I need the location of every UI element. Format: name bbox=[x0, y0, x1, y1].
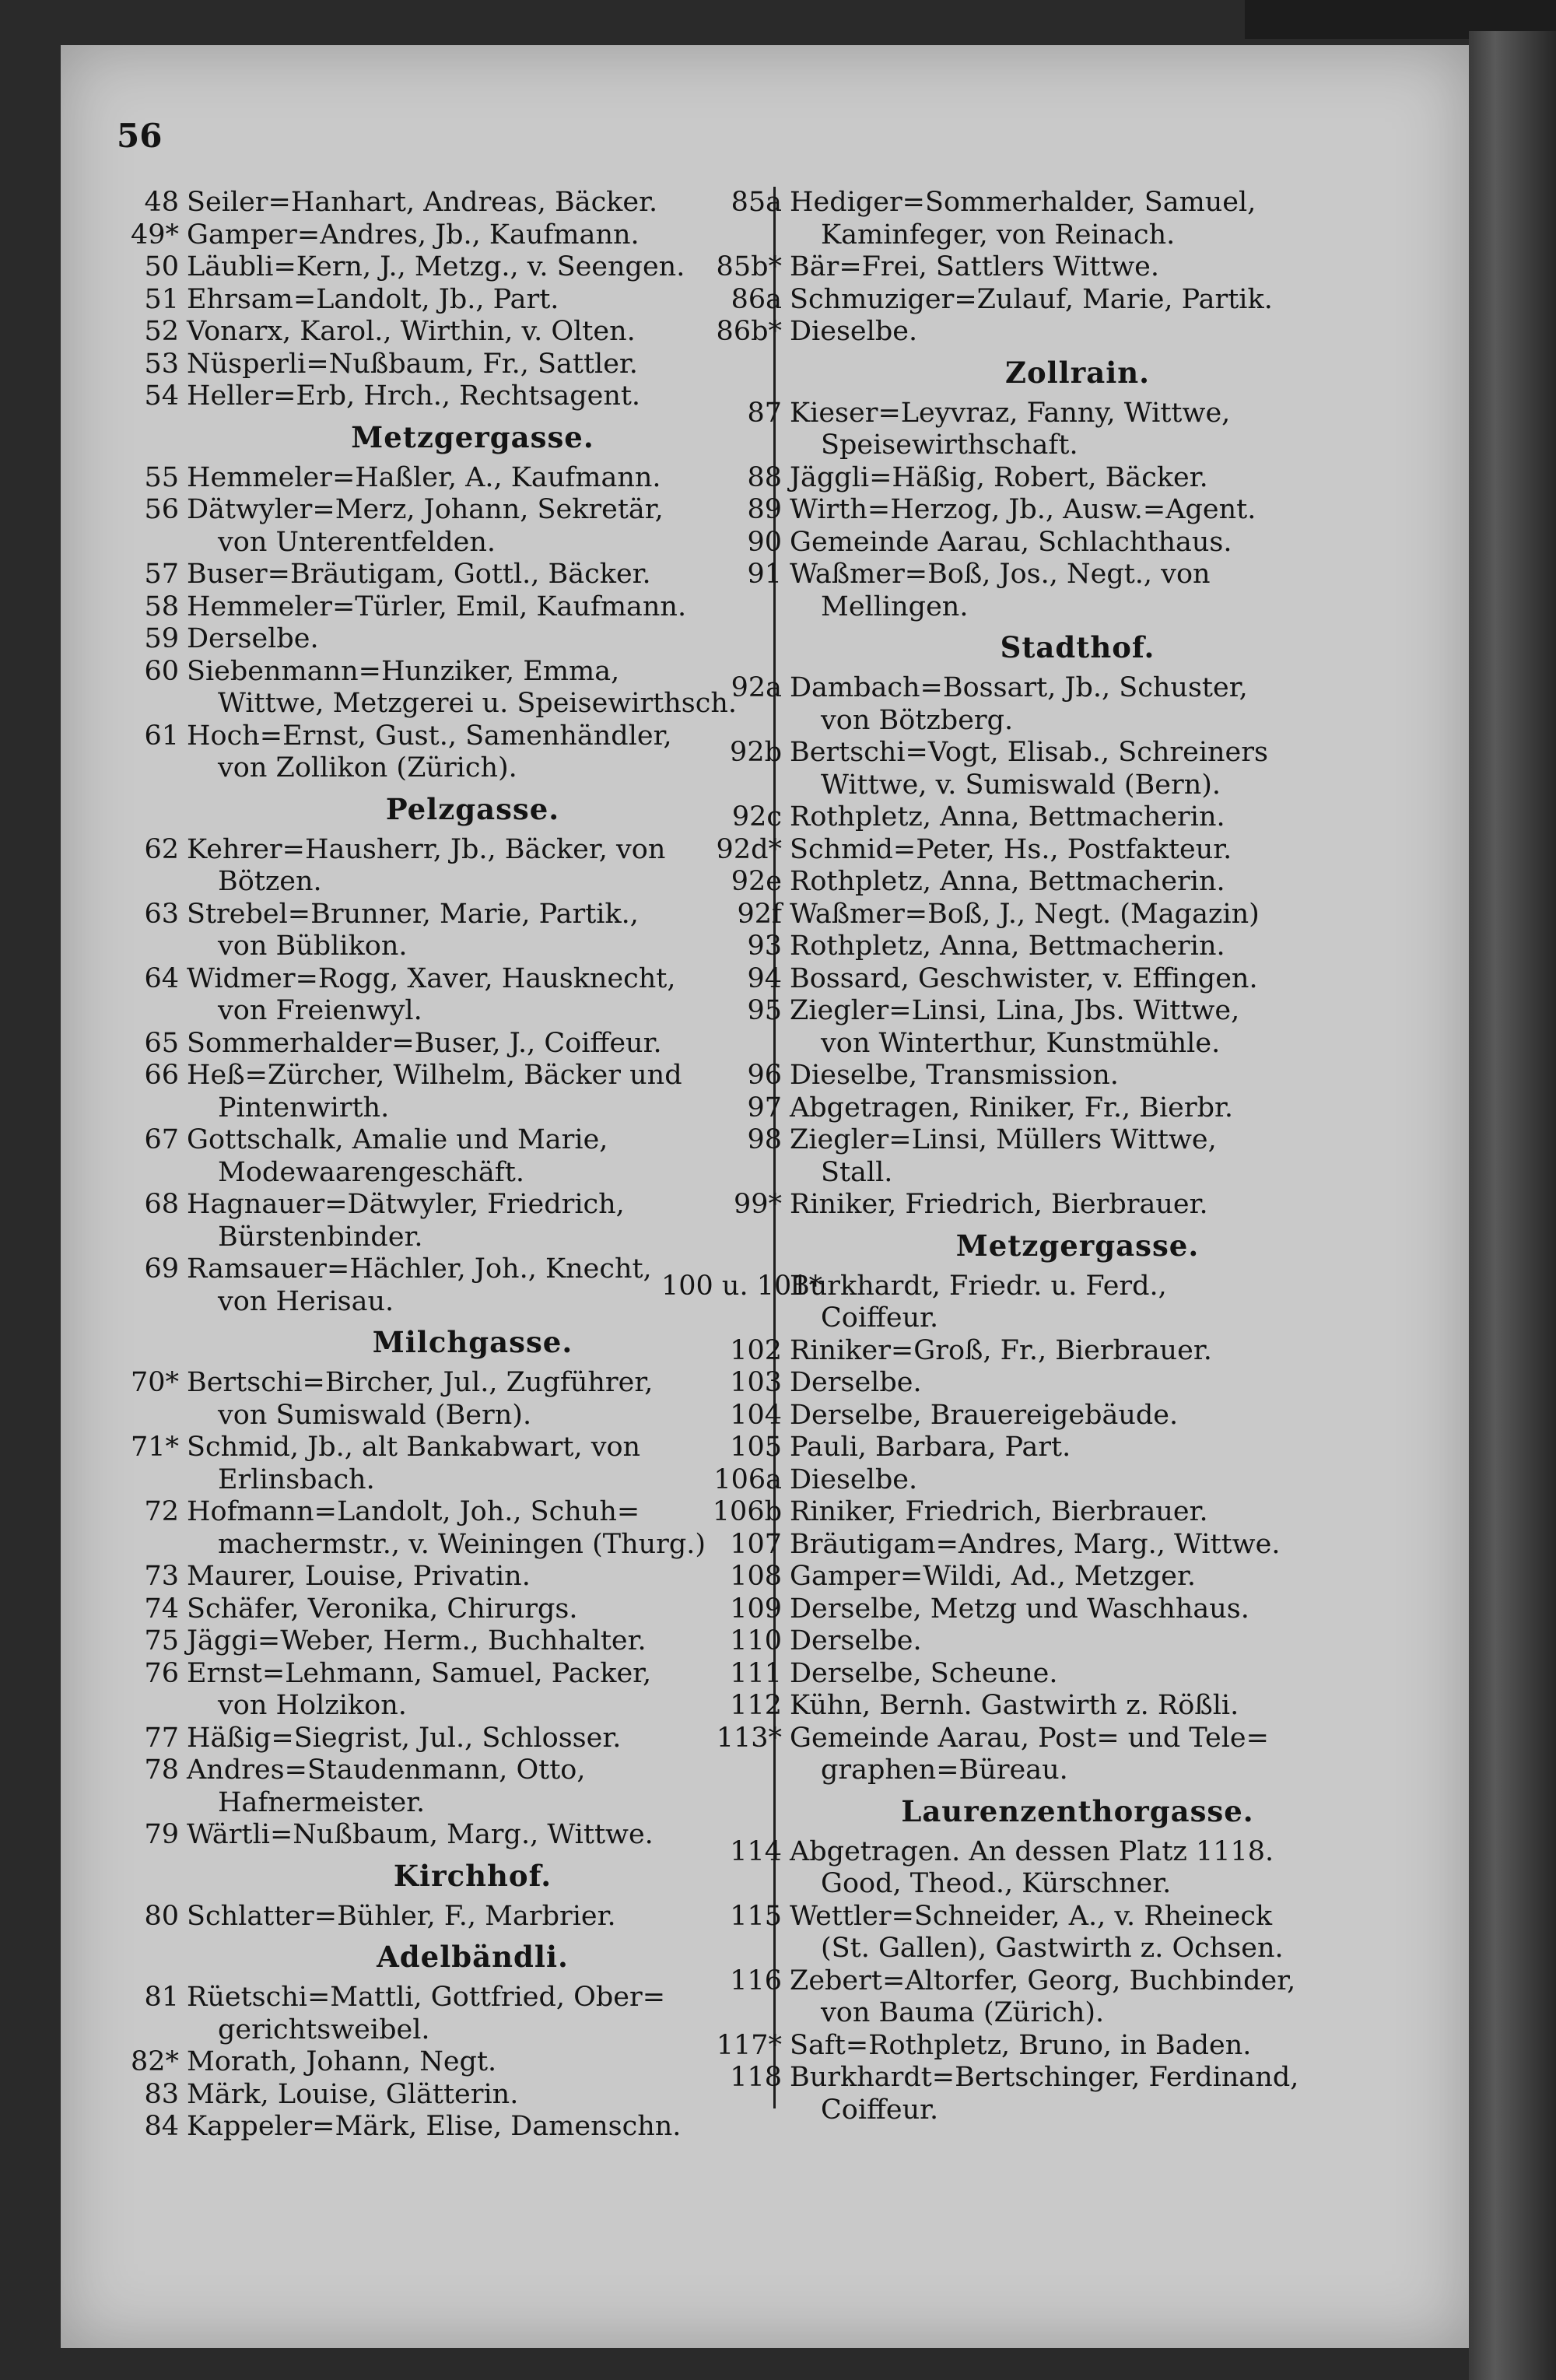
resident-line: Dätwyler=Merz, Johann, Sekretär, bbox=[187, 494, 664, 525]
house-number: 97 bbox=[747, 1092, 782, 1123]
address-entry bbox=[730, 1657, 1365, 1691]
entry-text bbox=[790, 1400, 1365, 1432]
house-number: 85b* bbox=[716, 251, 782, 282]
entry-text bbox=[790, 1464, 1365, 1497]
entry-text bbox=[790, 1529, 1365, 1562]
address-entry bbox=[661, 1270, 1365, 1335]
entry-text bbox=[790, 737, 1365, 801]
house-number: 66 bbox=[144, 1060, 179, 1091]
resident-line: Schäfer, Veronika, Chirurgs. bbox=[187, 1593, 578, 1625]
house-number: 98 bbox=[747, 1124, 782, 1155]
house-number: 112 bbox=[730, 1690, 782, 1721]
house-number: 92b bbox=[730, 737, 782, 768]
resident-line: Bertschi=Bircher, Jul., Zugführer, bbox=[187, 1367, 654, 1398]
resident-line: Vonarx, Karol., Wirthin, v. Olten. bbox=[187, 316, 636, 347]
resident-line: Kappeler=Märk, Elise, Damenschn. bbox=[187, 2111, 682, 2142]
house-number: 86b* bbox=[716, 316, 782, 347]
resident-line: Pauli, Barbara, Part. bbox=[790, 1432, 1071, 1463]
address-entry bbox=[716, 316, 1365, 349]
continuation-line: von Büblikon. bbox=[218, 931, 408, 962]
resident-line: Rothpletz, Anna, Bettmacherin. bbox=[790, 801, 1225, 832]
entry-text bbox=[790, 187, 1365, 251]
resident-line: Dieselbe. bbox=[790, 316, 918, 347]
entry-text bbox=[790, 559, 1365, 623]
continuation-line: von Unterentfelden. bbox=[218, 526, 496, 558]
resident-line: Schmid=Peter, Hs., Postfakteur. bbox=[790, 833, 1232, 865]
continuation-line: von Zollikon (Zürich). bbox=[218, 752, 517, 783]
house-number: 88 bbox=[747, 461, 782, 493]
continuation-line: von Holzikon. bbox=[218, 1690, 407, 1721]
house-number: 77 bbox=[144, 1722, 179, 1754]
entry-text bbox=[790, 251, 1365, 284]
resident-line: Gemeinde Aarau, Post= und Tele= bbox=[790, 1722, 1269, 1754]
entry-text bbox=[790, 1901, 1365, 1965]
resident-line: Rüetschi=Mattli, Gottfried, Ober= bbox=[187, 1982, 666, 2013]
continuation-line: Coiffeur. bbox=[821, 1302, 939, 1334]
house-number: 84 bbox=[144, 2111, 179, 2142]
house-number: 49* bbox=[130, 219, 179, 251]
resident-line: Riniker, Friedrich, Bierbrauer. bbox=[790, 1189, 1208, 1220]
right-column bbox=[661, 187, 1365, 2126]
resident-line: Hemmeler=Haßler, A., Kaufmann. bbox=[187, 461, 661, 493]
house-number: 104 bbox=[730, 1399, 782, 1431]
entry-text bbox=[790, 899, 1365, 931]
resident-line: Gamper=Andres, Jb., Kaufmann. bbox=[187, 219, 640, 251]
resident-line: Sommerhalder=Buser, J., Coiffeur. bbox=[187, 1027, 662, 1059]
continuation-line: Kaminfeger, von Reinach. bbox=[821, 219, 1176, 251]
address-entry bbox=[730, 1399, 1365, 1432]
house-number: 92f bbox=[737, 898, 782, 930]
continuation-line: von Freienwyl. bbox=[218, 995, 422, 1026]
resident-line: Abgetragen. An dessen Platz 1118. bbox=[790, 1835, 1274, 1867]
continuation-line: Coiffeur. bbox=[821, 2094, 939, 2126]
resident-line: Gamper=Wildi, Ad., Metzger. bbox=[790, 1561, 1197, 1592]
house-number: 75 bbox=[144, 1625, 179, 1656]
street-heading: Metzgergasse. bbox=[955, 1228, 1200, 1263]
entry-text bbox=[790, 963, 1365, 996]
house-number: 68 bbox=[144, 1189, 179, 1220]
address-entry bbox=[747, 1060, 1365, 1092]
address-entry bbox=[716, 833, 1365, 867]
resident-line: Derselbe. bbox=[790, 1367, 922, 1398]
house-number: 92a bbox=[731, 672, 782, 703]
address-entry bbox=[730, 1561, 1365, 1593]
entry-text bbox=[790, 398, 1365, 462]
resident-line: Dambach=Bossart, Jb., Schuster, bbox=[790, 672, 1248, 703]
street-heading: Stadthof. bbox=[1000, 630, 1155, 664]
resident-line: Dieselbe. bbox=[790, 1463, 918, 1495]
resident-line: Läubli=Kern, J., Metzg., v. Seengen. bbox=[187, 251, 685, 282]
continuation-line: machermstr., v. Weiningen (Thurg.) bbox=[218, 1528, 706, 1560]
house-number: 103 bbox=[730, 1367, 782, 1398]
resident-line: Gottschalk, Amalie und Marie, bbox=[187, 1124, 608, 1155]
entry-text bbox=[790, 1561, 1365, 1593]
resident-line: Bossard, Geschwister, v. Effingen. bbox=[790, 962, 1258, 994]
house-number: 48 bbox=[144, 187, 179, 218]
continuation-line: Bötzen. bbox=[218, 866, 322, 897]
entry-text bbox=[790, 527, 1365, 559]
address-entry bbox=[731, 283, 1365, 317]
entry-text bbox=[790, 801, 1365, 834]
entry-text bbox=[790, 995, 1365, 1060]
entry-text bbox=[790, 834, 1365, 867]
continuation-line: graphen=Büreau. bbox=[821, 1754, 1068, 1786]
street-heading: Kirchhof. bbox=[393, 1858, 552, 1893]
address-entry bbox=[730, 1900, 1365, 1965]
address-entry bbox=[747, 526, 1365, 559]
street-heading: Laurenzenthorgasse. bbox=[901, 1793, 1254, 1828]
entry-text bbox=[790, 931, 1365, 963]
continuation-line: Hafnermeister. bbox=[218, 1786, 426, 1818]
resident-line: Maurer, Louise, Privatin. bbox=[187, 1561, 531, 1592]
resident-line: Derselbe, Scheune. bbox=[790, 1657, 1058, 1689]
resident-line: Widmer=Rogg, Xaver, Hausknecht, bbox=[187, 962, 676, 994]
address-entry bbox=[747, 1124, 1365, 1189]
resident-line: Bertschi=Vogt, Elisab., Schreiners bbox=[790, 737, 1268, 768]
resident-line: Schlatter=Bühler, F., Marbrier. bbox=[187, 1900, 616, 1932]
address-entry bbox=[713, 1463, 1365, 1497]
resident-line: Märk, Louise, Glätterin. bbox=[187, 2078, 519, 2110]
resident-line: Schmid, Jb., alt Bankabwart, von bbox=[187, 1432, 641, 1463]
resident-line: Waßmer=Boß, J., Negt. (Magazin) bbox=[790, 898, 1260, 930]
entry-text bbox=[790, 284, 1365, 317]
resident-line: Derselbe. bbox=[790, 1625, 922, 1656]
address-entry bbox=[733, 1189, 1365, 1222]
house-number: 86a bbox=[731, 283, 782, 315]
resident-line: Rothpletz, Anna, Bettmacherin. bbox=[790, 866, 1225, 897]
address-entry bbox=[747, 461, 1365, 495]
resident-line: Hoch=Ernst, Gust., Samenhändler, bbox=[187, 720, 672, 752]
resident-line: Ramsauer=Hächler, Joh., Knecht, bbox=[187, 1253, 652, 1285]
resident-line: Häßig=Siegrist, Jul., Schlosser. bbox=[187, 1722, 622, 1754]
resident-line: Kieser=Leyvraz, Fanny, Wittwe, bbox=[790, 397, 1231, 429]
house-number: 61 bbox=[144, 720, 179, 752]
resident-line: Burkhardt=Bertschinger, Ferdinand, bbox=[790, 2062, 1299, 2093]
resident-line: Ernst=Lehmann, Samuel, Packer, bbox=[187, 1657, 652, 1689]
entry-text bbox=[790, 1690, 1365, 1723]
address-entry bbox=[730, 1593, 1365, 1626]
continuation-line: Pintenwirth. bbox=[218, 1092, 390, 1123]
entry-text bbox=[790, 1723, 1365, 1787]
entry-text bbox=[790, 1335, 1365, 1368]
entry-text bbox=[790, 672, 1365, 737]
house-number: 71* bbox=[130, 1432, 179, 1463]
resident-line: Hediger=Sommerhalder, Samuel, bbox=[790, 187, 1256, 218]
house-number: 81 bbox=[144, 1982, 179, 2013]
resident-line: Burkhardt, Friedr. u. Ferd., bbox=[790, 1270, 1167, 1302]
entry-text bbox=[790, 1432, 1365, 1464]
house-number: 114 bbox=[730, 1835, 782, 1867]
street-heading: Metzgergasse. bbox=[351, 419, 594, 454]
house-number: 113* bbox=[716, 1722, 782, 1754]
house-number: 117* bbox=[716, 2029, 782, 2061]
entry-text bbox=[790, 1593, 1365, 1626]
house-number: 109 bbox=[730, 1593, 782, 1625]
resident-line: Gemeinde Aarau, Schlachthaus. bbox=[790, 526, 1232, 558]
house-number: 96 bbox=[747, 1060, 782, 1091]
entry-text bbox=[790, 1836, 1365, 1901]
entry-text bbox=[790, 1271, 1365, 1335]
house-number: 67 bbox=[144, 1124, 179, 1155]
continuation-line: gerichtsweibel. bbox=[218, 2014, 430, 2045]
resident-line: Andres=Staudenmann, Otto, bbox=[187, 1754, 586, 1786]
entry-text bbox=[187, 623, 759, 656]
resident-line: Morath, Johann, Negt. bbox=[187, 2046, 497, 2077]
resident-line: Derselbe, Brauereigebäude. bbox=[790, 1399, 1179, 1431]
house-number: 56 bbox=[144, 494, 179, 525]
house-number: 78 bbox=[144, 1754, 179, 1786]
resident-line: Kühn, Bernh. Gastwirth z. Rößli. bbox=[790, 1690, 1239, 1721]
address-entry bbox=[144, 623, 759, 656]
entry-text bbox=[790, 1625, 1365, 1658]
address-entry bbox=[747, 931, 1365, 963]
house-number: 92e bbox=[731, 866, 782, 897]
resident-line: Seiler=Hanhart, Andreas, Bäcker. bbox=[187, 187, 658, 218]
address-entry bbox=[716, 1722, 1365, 1787]
house-number: 93 bbox=[747, 931, 782, 962]
entry-text bbox=[790, 1965, 1365, 2030]
address-entry bbox=[144, 348, 759, 381]
resident-line: Hemmeler=Türler, Emil, Kaufmann. bbox=[187, 591, 687, 622]
continuation-line: von Winterthur, Kunstmühle. bbox=[821, 1027, 1221, 1059]
resident-line: Bräutigam=Andres, Marg., Wittwe. bbox=[790, 1528, 1281, 1560]
address-entry bbox=[730, 737, 1365, 801]
resident-line: Ehrsam=Landolt, Jb., Part. bbox=[187, 283, 559, 315]
house-number: 82* bbox=[130, 2046, 179, 2077]
page-number: 56 bbox=[117, 117, 163, 155]
entry-text bbox=[790, 1496, 1365, 1529]
continuation-line: (St. Gallen), Gastwirth z. Ochsen. bbox=[821, 1933, 1284, 1964]
resident-line: Wirth=Herzog, Jb., Ausw.=Agent. bbox=[790, 494, 1256, 525]
resident-line: Jäggi=Weber, Herm., Buchhalter. bbox=[187, 1625, 647, 1656]
resident-line: Strebel=Brunner, Marie, Partik., bbox=[187, 898, 639, 930]
address-entry bbox=[747, 559, 1365, 623]
address-entry bbox=[747, 494, 1365, 527]
house-number: 55 bbox=[144, 461, 179, 493]
resident-line: Abgetragen, Riniker, Fr., Bierbr. bbox=[790, 1092, 1234, 1123]
house-number: 92c bbox=[731, 801, 782, 832]
house-number: 63 bbox=[144, 898, 179, 930]
house-number: 52 bbox=[144, 316, 179, 347]
entry-text bbox=[790, 1092, 1365, 1125]
street-heading: Adelbändli. bbox=[377, 1940, 569, 1974]
house-number: 73 bbox=[144, 1561, 179, 1592]
resident-line: Jäggli=Häßig, Robert, Bäcker. bbox=[790, 461, 1208, 493]
resident-line: Wärtli=Nußbaum, Marg., Wittwe. bbox=[187, 1819, 654, 1850]
house-number: 64 bbox=[144, 962, 179, 994]
resident-line: Riniker, Friedrich, Bierbrauer. bbox=[790, 1496, 1208, 1527]
house-number: 106b bbox=[712, 1496, 782, 1527]
continuation-line: von Herisau. bbox=[218, 1285, 394, 1317]
house-number: 74 bbox=[144, 1593, 179, 1625]
street-heading: Milchgasse. bbox=[372, 1325, 573, 1359]
house-number: 83 bbox=[144, 2078, 179, 2110]
house-number: 108 bbox=[730, 1561, 782, 1592]
house-number: 50 bbox=[144, 251, 179, 282]
resident-line: Heß=Zürcher, Wilhelm, Bäcker und bbox=[187, 1060, 682, 1091]
house-number: 76 bbox=[144, 1657, 179, 1689]
house-number: 60 bbox=[144, 655, 179, 687]
address-entry bbox=[716, 251, 1365, 284]
house-number: 89 bbox=[747, 494, 782, 525]
house-number: 90 bbox=[747, 526, 782, 558]
house-number: 87 bbox=[747, 397, 782, 429]
house-number: 100 u. 101* bbox=[661, 1270, 823, 1302]
house-number: 65 bbox=[144, 1027, 179, 1059]
address-entry bbox=[730, 1690, 1365, 1723]
address-entry bbox=[731, 187, 1365, 251]
entry-text bbox=[790, 494, 1365, 527]
resident-line: Buser=Bräutigam, Gottl., Bäcker. bbox=[187, 559, 651, 590]
address-entry bbox=[731, 801, 1365, 834]
entry-text bbox=[790, 1367, 1365, 1400]
house-number: 105 bbox=[730, 1432, 782, 1463]
entry-text bbox=[187, 349, 759, 381]
house-number: 110 bbox=[730, 1625, 782, 1656]
entry-text bbox=[790, 1189, 1365, 1222]
house-number: 102 bbox=[730, 1334, 782, 1366]
house-number: 85a bbox=[731, 187, 782, 218]
entry-text bbox=[790, 2030, 1365, 2063]
address-entry bbox=[716, 2029, 1365, 2063]
house-number: 115 bbox=[730, 1900, 782, 1932]
entry-text bbox=[790, 866, 1365, 899]
resident-line: Nüsperli=Nußbaum, Fr., Sattler. bbox=[187, 348, 638, 380]
house-number: 80 bbox=[144, 1900, 179, 1932]
address-entry bbox=[730, 1835, 1365, 1901]
address-entry bbox=[747, 962, 1365, 996]
address-entry bbox=[730, 1367, 1365, 1400]
address-entry bbox=[731, 866, 1365, 899]
resident-line: Wettler=Schneider, A., v. Rheineck bbox=[790, 1900, 1273, 1932]
address-entry bbox=[730, 1965, 1365, 2030]
continuation-line: Wittwe, v. Sumiswald (Bern). bbox=[821, 769, 1221, 801]
house-number: 54 bbox=[144, 380, 179, 412]
entry-text bbox=[790, 2062, 1365, 2126]
entry-text bbox=[790, 1658, 1365, 1691]
resident-line: Kehrer=Hausherr, Jb., Bäcker, von bbox=[187, 833, 666, 865]
entry-text bbox=[790, 1124, 1365, 1189]
address-entry bbox=[730, 2062, 1365, 2126]
resident-line: Derselbe. bbox=[187, 623, 319, 654]
house-number: 99* bbox=[733, 1189, 782, 1220]
address-entry bbox=[747, 1092, 1365, 1125]
address-entry bbox=[730, 1334, 1365, 1368]
house-number: 118 bbox=[730, 2062, 782, 2093]
resident-line: Waßmer=Boß, Jos., Negt., von bbox=[790, 559, 1211, 590]
continuation-line: Stall. bbox=[821, 1156, 893, 1188]
house-number: 95 bbox=[747, 995, 782, 1026]
continuation-line: von Bauma (Zürich). bbox=[821, 1997, 1105, 2028]
continuation-line: Erlinsbach. bbox=[218, 1463, 375, 1495]
house-number: 92d* bbox=[716, 833, 782, 865]
house-number: 91 bbox=[747, 559, 782, 590]
house-number: 59 bbox=[144, 623, 179, 654]
resident-line: Hagnauer=Dätwyler, Friedrich, bbox=[187, 1189, 625, 1220]
entry-text bbox=[790, 316, 1365, 349]
resident-line: Zebert=Altorfer, Georg, Buchbinder, bbox=[790, 1965, 1296, 1996]
continuation-line: Good, Theod., Kürschner. bbox=[821, 1868, 1172, 1899]
continuation-line: Modewaarengeschäft. bbox=[218, 1156, 524, 1188]
address-entry bbox=[730, 1528, 1365, 1562]
street-heading: Zollrain. bbox=[1004, 355, 1151, 390]
resident-line: Derselbe, Metzg und Waschhaus. bbox=[790, 1593, 1249, 1625]
resident-line: Ziegler=Linsi, Müllers Wittwe, bbox=[790, 1124, 1217, 1155]
continuation-line: Mellingen. bbox=[821, 591, 969, 622]
house-number: 51 bbox=[144, 283, 179, 315]
address-entry bbox=[712, 1496, 1365, 1529]
entry-text bbox=[790, 462, 1365, 495]
address-entry bbox=[730, 1432, 1365, 1464]
address-entry bbox=[730, 1625, 1365, 1658]
house-number: 116 bbox=[730, 1965, 782, 1996]
resident-line: Bär=Frei, Sattlers Wittwe. bbox=[790, 251, 1159, 282]
resident-line: Hofmann=Landolt, Joh., Schuh= bbox=[187, 1496, 640, 1527]
house-number: 107 bbox=[730, 1528, 782, 1560]
house-number: 70* bbox=[130, 1367, 179, 1398]
street-heading: Pelzgasse. bbox=[385, 791, 560, 826]
continuation-line: von Sumiswald (Bern). bbox=[218, 1399, 532, 1431]
address-entry bbox=[747, 397, 1365, 462]
house-number: 53 bbox=[144, 348, 179, 380]
house-number: 58 bbox=[144, 591, 179, 622]
resident-line: Heller=Erb, Hrch., Rechtsagent. bbox=[187, 380, 641, 412]
house-number: 57 bbox=[144, 559, 179, 590]
resident-line: Schmuziger=Zulauf, Marie, Partik. bbox=[790, 283, 1273, 315]
house-number: 106a bbox=[713, 1463, 782, 1495]
entry-text bbox=[790, 1060, 1365, 1092]
address-entry bbox=[731, 672, 1365, 737]
address-entry bbox=[737, 898, 1365, 931]
house-number: 94 bbox=[747, 962, 782, 994]
resident-line: Siebenmann=Hunziker, Emma, bbox=[187, 655, 620, 687]
house-number: 111 bbox=[730, 1657, 782, 1689]
house-number: 72 bbox=[144, 1496, 179, 1527]
resident-line: Riniker=Groß, Fr., Bierbrauer. bbox=[790, 1334, 1212, 1366]
continuation-line: Wittwe, Metzgerei u. Speisewirthsch. bbox=[218, 688, 738, 719]
house-number: 79 bbox=[144, 1819, 179, 1850]
resident-line: Rothpletz, Anna, Bettmacherin. bbox=[790, 931, 1225, 962]
resident-line: Ziegler=Linsi, Lina, Jbs. Wittwe, bbox=[790, 995, 1240, 1026]
house-number: 62 bbox=[144, 833, 179, 865]
house-number: 69 bbox=[144, 1253, 179, 1285]
resident-line: Dieselbe, Transmission. bbox=[790, 1060, 1119, 1091]
address-entry bbox=[747, 995, 1365, 1060]
continuation-line: von Bötzberg. bbox=[821, 704, 1014, 736]
continuation-line: Bürstenbinder. bbox=[218, 1221, 423, 1253]
resident-line: Saft=Rothpletz, Bruno, in Baden. bbox=[790, 2029, 1252, 2061]
book-spine-edge bbox=[1469, 31, 1556, 2380]
continuation-line: Speisewirthschaft. bbox=[821, 429, 1078, 461]
